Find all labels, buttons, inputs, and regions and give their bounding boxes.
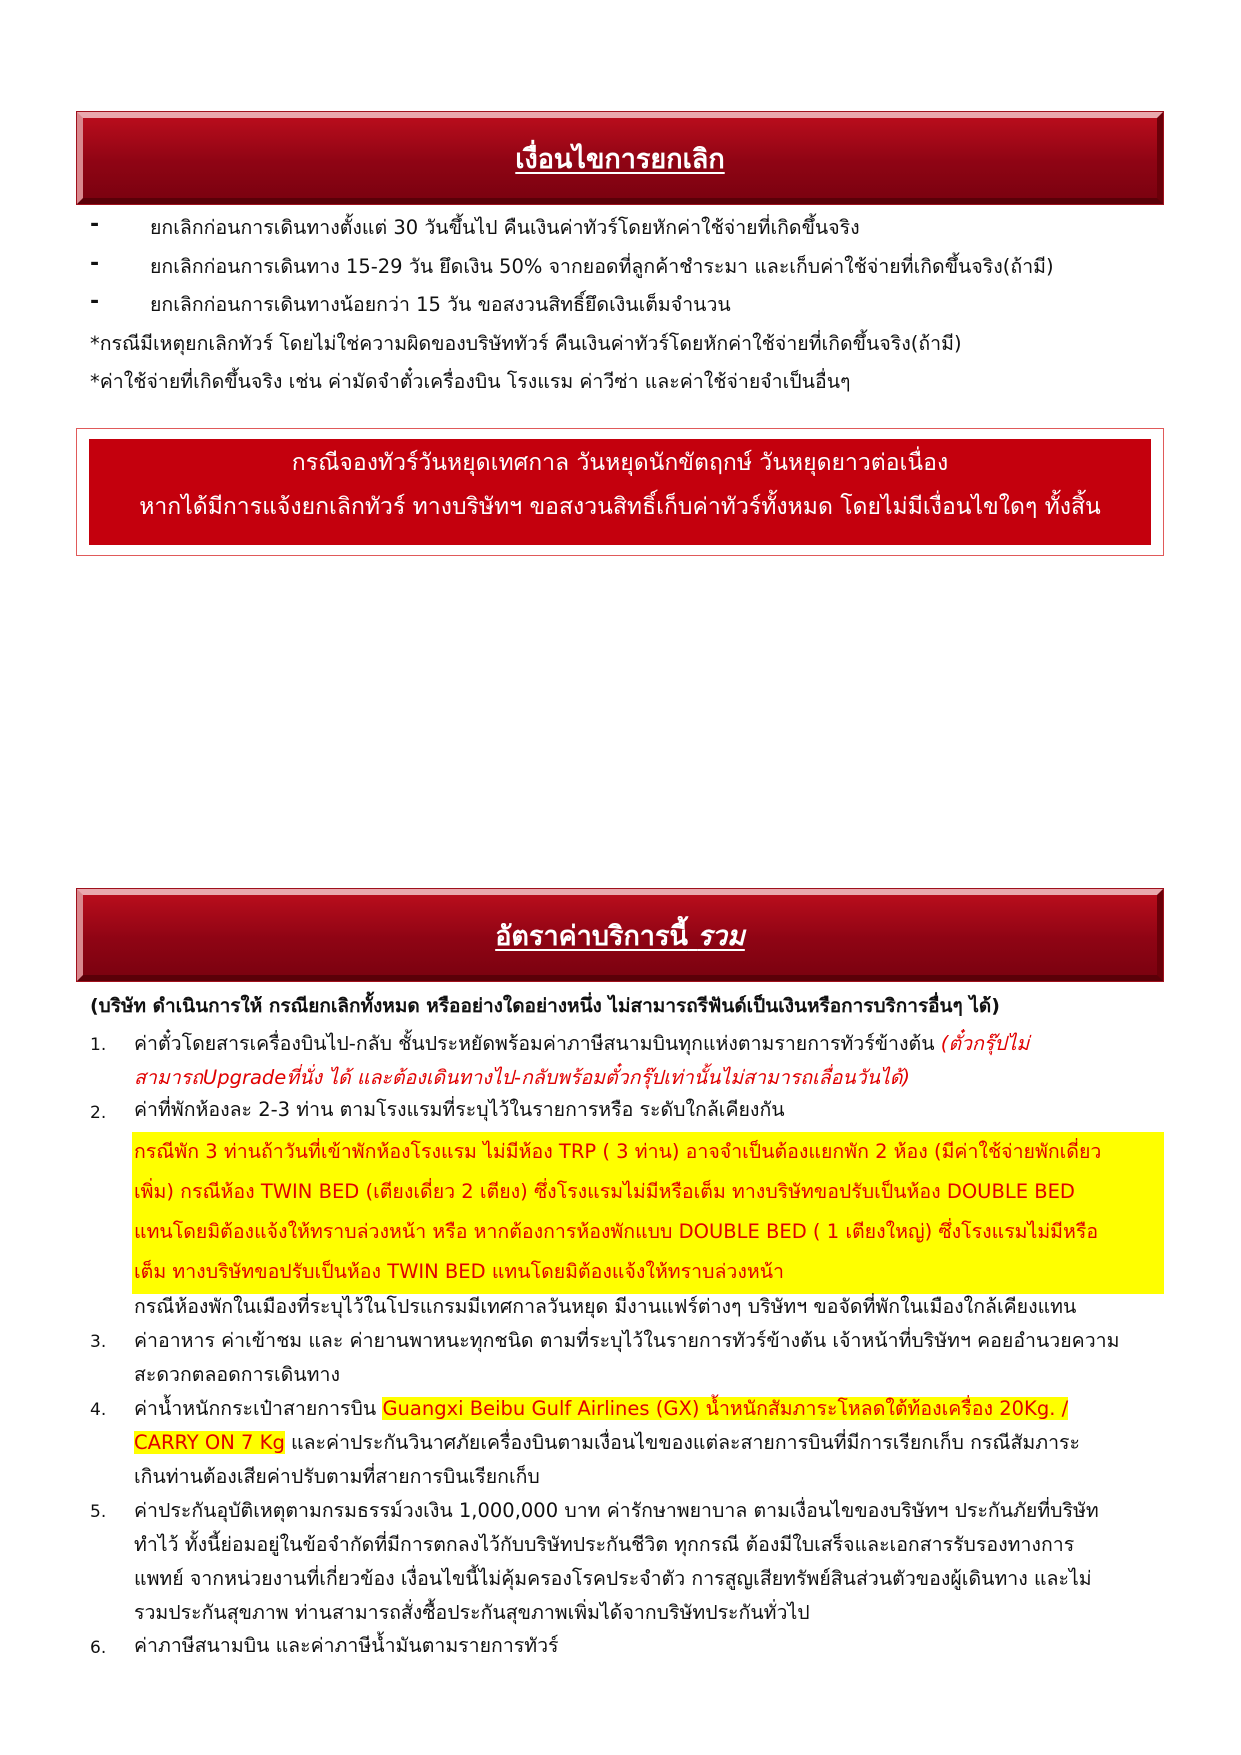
item-2-highlight-line-1: กรณีพัก 3 ท่านถ้าวันที่เข้าพักห้องโรงแรม ไม่มีห้อง TRP ( 3 ท่าน) อาจจำเป็นต้องแยกพัก 2 ห้อง (มีค่าใช้จ่ายพักเดี่ยว bbox=[134, 1140, 1102, 1163]
price-includes-title-suffix: รวม bbox=[697, 920, 745, 952]
item-1-text: ค่าตั๋วโดยสารเครื่องบินไป-กลับ ชั้นประหยัดพร้อมค่าภาษีสนามบินทุกแห่งตามรายการทัวร์ข้างต้น bbox=[134, 1032, 941, 1055]
item-4 bbox=[134, 1392, 1080, 1494]
item-number: 1. bbox=[90, 1035, 107, 1055]
cancel-note-1: *กรณีมีเหตุยกเลิกทัวร์ โดยไม่ใช่ความผิดของบริษัททัวร์ คืนเงินค่าทัวร์โดยหักค่าใช้จ่ายที่เกิดขึ้นจริง(ถ้ามี) bbox=[90, 332, 962, 355]
item-6-text: ค่าภาษีสนามบิน และค่าภาษีน้ำมันตามรายการทัวร์ bbox=[134, 1634, 559, 1657]
item-number: 6. bbox=[90, 1638, 107, 1658]
price-intro: (บริษัท ดำเนินการให้ กรณียกเลิกทั้งหมด หรืออย่างใดอย่างหนึ่ง ไม่สามารถรีฟันด์เป็นเงินหรือการบริการอื่นๆ ได้) bbox=[90, 995, 1000, 1017]
item-2-text: ค่าที่พักห้องละ 2-3 ท่าน ตามโรงแรมที่ระบุไว้ในรายการหรือ ระดับใกล้เคียงกัน bbox=[134, 1098, 785, 1121]
holiday-notice-box bbox=[76, 428, 1164, 556]
item-2-after: กรณีห้องพักในเมืองที่ระบุไว้ในโปรแกรมมีเทศกาลวันหยุด มีงานแฟร์ต่างๆ บริษัทฯ ขอจัดที่พักในเมืองใกล้เคียงแทน bbox=[134, 1295, 1077, 1318]
item-5-line-3: แพทย์ จากหน่วยงานที่เกี่ยวข้อง เงื่อนไขนี้ไม่คุ้มครองโรคประจำตัว การสูญเสียทรัพย์สินส่วนตัวของผู้เดินทาง และไม่ bbox=[134, 1567, 1092, 1590]
item-number: 3. bbox=[90, 1332, 107, 1352]
item-number: 2. bbox=[90, 1103, 107, 1123]
item-3-line-2: สะดวกตลอดการเดินทาง bbox=[134, 1363, 340, 1386]
item-4-post: และค่าประกันวินาศภัยเครื่องบินตามเงื่อนไขของแต่ละสายการบินที่มีการเรียกเก็บ กรณีสัมภาระ bbox=[284, 1431, 1080, 1454]
holiday-notice-line-2: หากได้มีการแจ้งยกเลิกทัวร์ ทางบริษัทฯ ขอสงวนสิทธิ์เก็บค่าทัวร์ทั้งหมด โดยไม่มีเงื่อนไขใดๆ ทั้งสิ้น bbox=[139, 494, 1101, 520]
item-2-highlight-line-4: เต็ม ทางบริษัทขอปรับเป็นห้อง TWIN BED แทนโดยมิต้องแจ้งให้ทราบล่วงหน้า bbox=[134, 1260, 785, 1283]
item-5 bbox=[134, 1494, 1099, 1630]
item-1 bbox=[134, 1027, 1029, 1095]
price-includes-title bbox=[495, 914, 745, 957]
item-4-airline-highlight: Guangxi Beibu Gulf Airlines (GX) น้ำหนักสัมภาระโหลดใต้ท้องเครื่อง 20Kg. / bbox=[382, 1397, 1069, 1420]
item-number: 5. bbox=[90, 1502, 107, 1522]
bullet-mark: - bbox=[90, 289, 100, 314]
bullet-mark: - bbox=[90, 251, 100, 276]
cancel-rule-2: ยกเลิกก่อนการเดินทาง 15-29 วัน ยึดเงิน 50% จากยอดที่ลูกค้าชำระมา และเก็บค่าใช้จ่ายที่เกิดขึ้นจริง(ถ้ามี) bbox=[150, 255, 1054, 278]
item-1-red-note-b: สามารถUpgradeที่นั่ง ได้ และต้องเดินทางไป-กลับพร้อมตั๋วกรุ๊ปเท่านั้นไม่สามารถเลื่อนวันได้) bbox=[134, 1066, 911, 1089]
item-1-red-note-a: (ตั๋วกรุ๊ปไม่ bbox=[940, 1032, 1030, 1055]
cancellation-banner bbox=[77, 112, 1163, 204]
item-3 bbox=[134, 1324, 1119, 1392]
item-number: 4. bbox=[90, 1400, 107, 1420]
cancellation-title: เงื่อนไขการยกเลิก bbox=[515, 143, 725, 175]
price-includes-banner bbox=[77, 889, 1163, 981]
cancel-rule-3: ยกเลิกก่อนการเดินทางน้อยกว่า 15 วัน ขอสงวนสิทธิ์ยึดเงินเต็มจำนวน bbox=[150, 293, 731, 316]
cancel-rule-1: ยกเลิกก่อนการเดินทางตั้งแต่ 30 วันขึ้นไป คืนเงินค่าทัวร์โดยหักค่าใช้จ่ายที่เกิดขึ้นจริง bbox=[150, 216, 860, 239]
cancel-note-2: *ค่าใช้จ่ายที่เกิดขึ้นจริง เช่น ค่ามัดจำตั๋วเครื่องบิน โรงแรม ค่าวีซ่า และค่าใช้จ่ายจำเป็นอื่นๆ bbox=[90, 370, 851, 393]
item-2-highlight bbox=[132, 1132, 1164, 1294]
item-4-carry-on-highlight: CARRY ON 7 Kg bbox=[134, 1431, 285, 1454]
holiday-notice-line-1: กรณีจองทัวร์วันหยุดเทศกาล วันหยุดนักขัตฤกษ์ วันหยุดยาวต่อเนื่อง bbox=[291, 450, 949, 476]
item-5-line-1: ค่าประกันอุบัติเหตุตามกรมธรรม์วงเงิน 1,000,000 บาท ค่ารักษาพยาบาล ตามเงื่อนไขของบริษัทฯ ประกันภัยที่บริษัท bbox=[134, 1499, 1099, 1522]
item-2-highlight-line-3: แทนโดยมิต้องแจ้งให้ทราบล่วงหน้า หรือ หากต้องการห้องพักแบบ DOUBLE BED ( 1 เตียงใหญ่) ซึ่งโรงแรมไม่มีหรือ bbox=[134, 1220, 1099, 1243]
item-2-highlight-line-2: เพิ่ม) กรณีห้อง TWIN BED (เตียงเดี่ยว 2 เตียง) ซึ่งโรงแรมไม่มีหรือเต็ม ทางบริษัทขอปรับเป็นห้อง DOUBLE BED bbox=[134, 1180, 1075, 1203]
bullet-mark: - bbox=[90, 212, 100, 237]
item-5-line-4: รวมประกันสุขภาพ ท่านสามารถสั่งซื้อประกันสุขภาพเพิ่มได้จากบริษัทประกันทั่วไป bbox=[134, 1601, 810, 1624]
item-4-line-3: เกินท่านต้องเสียค่าปรับตามที่สายการบินเรียกเก็บ bbox=[134, 1465, 540, 1488]
price-includes-title-text: อัตราค่าบริการนี้ bbox=[495, 920, 688, 952]
item-5-line-2: ทำไว้ ทั้งนี้ย่อมอยู่ในข้อจำกัดที่มีการตกลงไว้กับบริษัทประกันชีวิต ทุกกรณี ต้องมีใบเสร็จและเอกสารรับรองทางการ bbox=[134, 1533, 1075, 1556]
item-4-pre: ค่าน้ำหนักกระเป๋าสายการบิน bbox=[134, 1397, 383, 1420]
holiday-notice bbox=[89, 439, 1151, 545]
item-3-line-1: ค่าอาหาร ค่าเข้าชม และ ค่ายานพาหนะทุกชนิด ตามที่ระบุไว้ในรายการทัวร์ข้างต้น เจ้าหน้าที่บริษัทฯ คอยอำนวยความ bbox=[134, 1329, 1120, 1352]
